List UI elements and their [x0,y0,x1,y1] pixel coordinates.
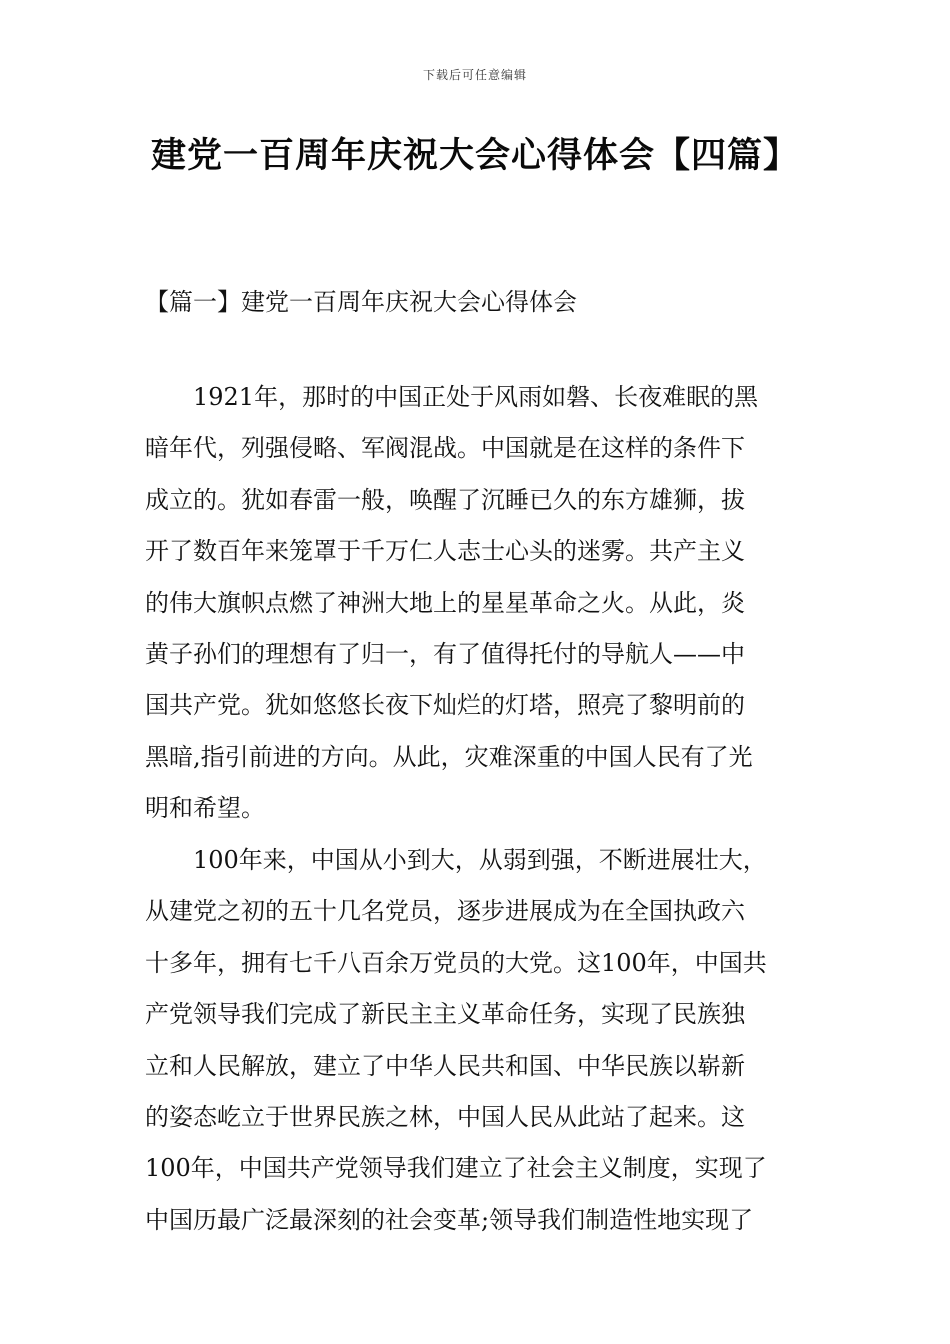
section-heading: 【篇一】建党一百周年庆祝大会心得体会 [145,288,577,316]
paragraph-line: 成立的。犹如春雷一般，唤醒了沉睡已久的东方雄狮，拔 [145,485,745,514]
paragraph-line: 暗年代，列强侵略、军阀混战。中国就是在这样的条件下 [145,434,745,463]
header-note: 下载后可任意编辑 [422,68,527,82]
paragraph-line: 开了数百年来笼罩于千万仁人志士心头的迷雾。共产主义 [145,537,745,566]
paragraph-2 [145,835,810,1246]
paragraph-line: 产党领导我们完成了新民主主义革命任务，实现了民族独 [145,1000,745,1029]
paragraph-line: 100年，中国共产党领导我们建立了社会主义制度，实现了 [145,1154,767,1183]
paragraph-line: 100年来，中国从小到大，从弱到强，不断进展壮大， [193,846,767,874]
document-title: 建党一百周年庆祝大会心得体会【四篇】 [150,136,799,176]
paragraph-line: 中国历最广泛最深刻的社会变革;领导我们制造性地实现了 [145,1205,754,1234]
paragraph-line: 明和希望。 [145,794,265,823]
paragraph-1 [145,372,810,835]
paragraph-line: 从建党之初的五十几名党员，逐步进展成为在全国执政六 [145,897,745,926]
paragraph-line: 的姿态屹立于世界民族之林，中国人民从此站了起来。这 [145,1102,745,1131]
paragraph-line: 国共产党。犹如悠悠长夜下灿烂的灯塔，照亮了黎明前的 [145,691,745,720]
paragraph-line: 立和人民解放，建立了中华人民共和国、中华民族以崭新 [145,1051,745,1080]
paragraph-line: 黑暗,指引前进的方向。从此，灾难深重的中国人民有了光 [145,742,753,771]
paragraph-line: 的伟大旗帜点燃了神洲大地上的星星革命之火。从此，炎 [145,588,745,617]
paragraph-line: 1921年，那时的中国正处于风雨如磐、长夜难眠的黑 [193,383,759,411]
paragraph-line: 黄子孙们的理想有了归一，有了值得托付的导航人——中 [145,639,745,668]
paragraph-line: 十多年，拥有七千八百余万党员的大党。这100年，中国共 [145,948,767,977]
